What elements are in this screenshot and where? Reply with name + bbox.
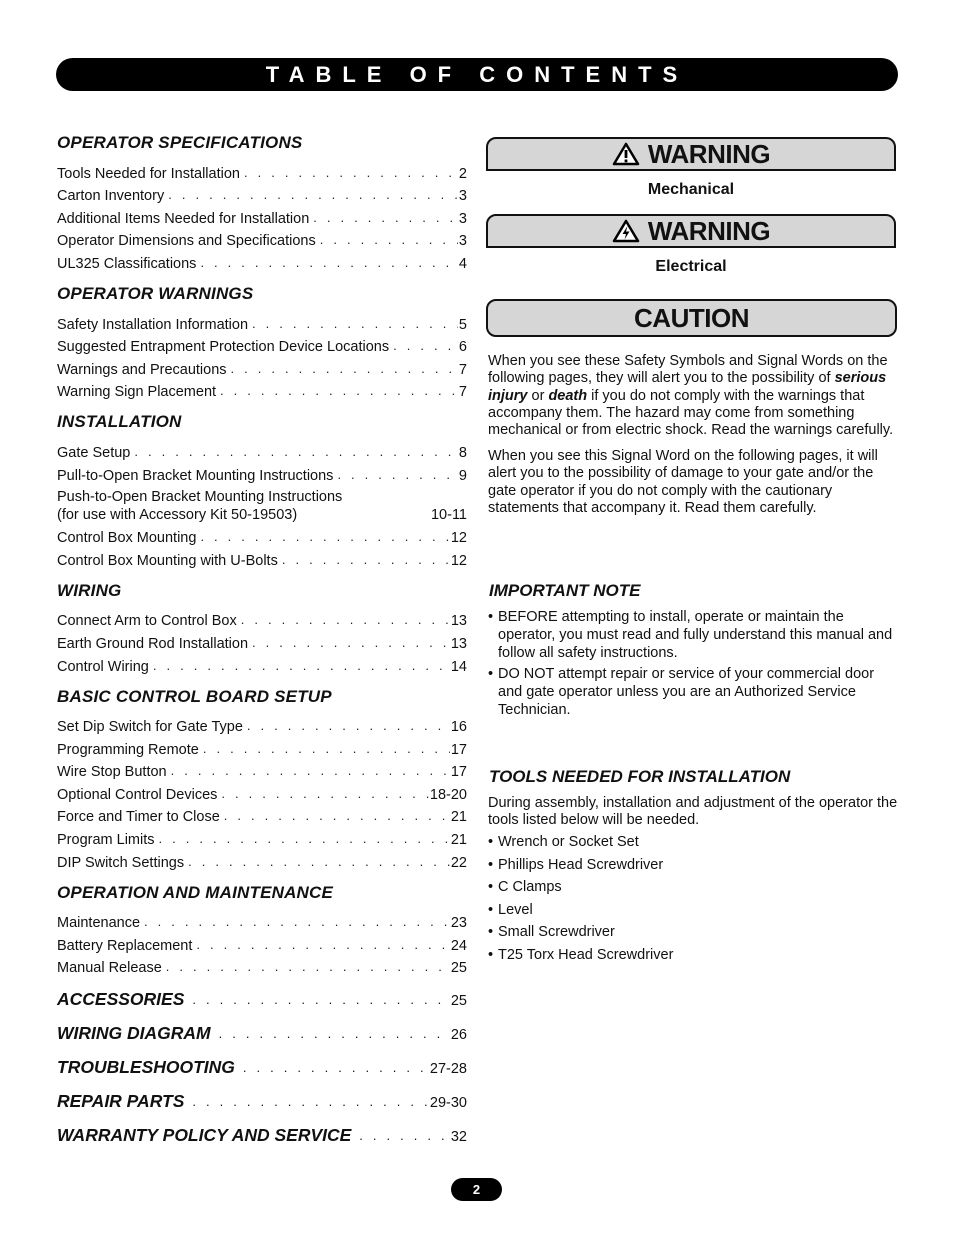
paragraph-text: if you do not comply with the warnings that accompany them. The hazard may come from something mechanical or from electric shock. Read the warnings carefully. xyxy=(488,387,894,439)
leader-dots xyxy=(159,831,450,848)
toc-entry[interactable] xyxy=(57,607,467,630)
bullet-icon: • xyxy=(488,901,494,918)
toc-entry-page: 21 xyxy=(450,809,467,826)
warning-signal-word: WARNING xyxy=(647,138,771,169)
leader-dots xyxy=(282,552,450,569)
page-number xyxy=(451,1178,502,1201)
toc-entry-label: Control Wiring xyxy=(57,658,149,675)
bullet-icon: • xyxy=(488,879,494,895)
leader-dots xyxy=(144,914,450,931)
toc-entry-label: Push-to-Open Bracket Mounting Instructions xyxy=(57,488,343,505)
bullet-icon: • xyxy=(488,924,494,940)
toc-entry-page: 13 xyxy=(450,635,467,652)
toc-entry-page: 2 xyxy=(458,165,467,182)
leader-dots xyxy=(337,467,457,484)
list-item-text: C Clamps xyxy=(498,879,562,895)
toc-entry-label: Pull-to-Open Bracket Mounting Instructions xyxy=(57,467,334,484)
toc-major-entry[interactable] xyxy=(57,1010,467,1044)
toc-section-heading: OPERATOR WARNINGS xyxy=(57,283,254,303)
toc-entry-label: Suggested Entrapment Protection Device Locations xyxy=(57,339,390,356)
list-item-text: Level xyxy=(498,901,533,918)
list-item xyxy=(488,924,673,947)
list-item xyxy=(488,666,898,719)
leader-dots xyxy=(231,361,458,378)
tools-heading: TOOLS NEEDED FOR INSTALLATION xyxy=(489,767,791,786)
mechanical-caption: Mechanical xyxy=(647,181,735,198)
toc-entry[interactable] xyxy=(57,488,467,524)
leader-dots xyxy=(244,165,458,182)
list-item-text: T25 Torx Head Screwdriver xyxy=(498,946,674,963)
toc-entry-label: Optional Control Devices xyxy=(57,786,218,803)
leader-dots xyxy=(241,612,450,629)
leader-dots xyxy=(393,338,458,355)
toc-section-heading: OPERATOR SPECIFICATIONS xyxy=(57,133,303,152)
toc-entry-page: 3 xyxy=(458,210,467,227)
toc-entry-page: 18-20 xyxy=(429,786,467,803)
leader-dots xyxy=(200,255,457,272)
toc-major-entry[interactable] xyxy=(57,976,467,1010)
toc-entry-label-line2: (for use with Accessory Kit 50-19503) xyxy=(57,506,298,523)
toc-entry-label: Battery Replacement xyxy=(57,937,193,954)
toc-entry-page: 25 xyxy=(450,960,467,977)
toc-section-heading: BASIC CONTROL BOARD SETUP xyxy=(57,686,332,706)
leader-dots xyxy=(196,937,449,954)
page-title-bar xyxy=(56,58,898,91)
table-of-contents xyxy=(57,133,467,1146)
important-note-list xyxy=(488,609,898,724)
leader-dots xyxy=(221,786,429,803)
toc-entry[interactable] xyxy=(57,735,467,758)
toc-entry-label: Tools Needed for Installation xyxy=(57,165,240,182)
leader-dots xyxy=(301,522,431,524)
list-item xyxy=(488,947,673,970)
bullet-icon: • xyxy=(488,609,494,625)
toc-entry[interactable] xyxy=(57,227,467,250)
toc-entry[interactable] xyxy=(57,378,467,401)
leader-dots xyxy=(313,210,458,227)
toc-entry[interactable] xyxy=(57,713,467,736)
list-item-text: DO NOT attempt repair or service of your commercial door and gate operator unless you are an Authorized Service Technician. xyxy=(498,666,875,718)
toc-entry[interactable] xyxy=(57,758,467,781)
toc-entry-label: Additional Items Needed for Installation xyxy=(57,210,310,227)
leader-dots xyxy=(252,635,450,652)
caution-paragraph: When you see this Signal Word on the following pages, it will alert you to the possibility of damage to your gate and/or the gate operator if you do not comply with the cautionary statements that accompany it. Read them carefully. xyxy=(488,448,878,516)
toc-entry-page: 7 xyxy=(458,384,467,401)
toc-entry[interactable] xyxy=(57,546,467,569)
warning-mechanical-sign xyxy=(486,137,896,171)
toc-entry-page: 16 xyxy=(450,719,467,736)
list-item-text: Small Screwdriver xyxy=(498,924,615,940)
toc-entry[interactable] xyxy=(57,803,467,826)
paragraph-text: or xyxy=(527,387,549,404)
toc-entry-page: 4 xyxy=(458,255,467,272)
toc-entry-page: 24 xyxy=(450,937,467,954)
toc-entry[interactable] xyxy=(57,954,467,977)
toc-entry[interactable] xyxy=(57,438,467,461)
leader-dots xyxy=(166,959,450,976)
leader-dots xyxy=(359,1128,451,1146)
toc-entry-label: DIP Switch Settings xyxy=(57,854,185,871)
toc-entry-label: UL325 Classifications xyxy=(57,255,197,272)
toc-major-label: REPAIR PARTS xyxy=(57,1091,185,1112)
toc-entry[interactable] xyxy=(57,461,467,484)
toc-entry[interactable] xyxy=(57,848,467,871)
leader-dots xyxy=(192,992,450,1010)
page-number-text: 2 xyxy=(472,1182,481,1197)
list-item xyxy=(488,857,673,880)
toc-section-heading: OPERATION AND MAINTENANCE xyxy=(57,882,334,902)
toc-section-heading: INSTALLATION xyxy=(57,412,182,432)
toc-entry-page: 3 xyxy=(458,233,467,250)
toc-entry-page: 21 xyxy=(450,832,467,849)
bullet-icon: • xyxy=(488,834,494,850)
toc-major-entry[interactable] xyxy=(57,1078,467,1112)
toc-major-page: 32 xyxy=(450,1129,467,1146)
toc-entry-label: Connect Arm to Control Box xyxy=(57,613,237,630)
leader-dots xyxy=(320,232,458,249)
electrical-caption: Electrical xyxy=(655,258,727,275)
safety-symbols-paragraph xyxy=(488,353,898,439)
warning-electrical-sign xyxy=(486,214,896,248)
toc-entry[interactable] xyxy=(57,333,467,356)
tools-list xyxy=(488,834,673,969)
toc-entry-label: Safety Installation Information xyxy=(57,316,249,333)
toc-entry[interactable] xyxy=(57,355,467,378)
leader-dots xyxy=(200,529,449,546)
bullet-icon: • xyxy=(488,946,494,963)
toc-entry-page: 5 xyxy=(458,316,467,333)
toc-entry-page: 3 xyxy=(458,188,467,205)
toc-entry-label: Wire Stop Button xyxy=(57,764,167,781)
caution-sign xyxy=(486,299,897,337)
toc-entry[interactable] xyxy=(57,825,467,848)
leader-dots xyxy=(243,1060,430,1078)
toc-major-label: WARRANTY POLICY AND SERVICE xyxy=(57,1125,352,1146)
leader-dots xyxy=(247,718,450,735)
paragraph-text: When you see these Safety Symbols and Signal Words on the following pages, they will alert you to the possibility of xyxy=(488,353,888,387)
toc-entry-label: Program Limits xyxy=(57,832,155,849)
toc-entry-label: Gate Setup xyxy=(57,444,131,461)
toc-entry[interactable] xyxy=(57,629,467,652)
leader-dots xyxy=(192,1094,430,1112)
toc-entry-label: Force and Timer to Close xyxy=(57,809,220,826)
toc-major-page: 26 xyxy=(450,1027,467,1044)
caution-signal-word: CAUTION xyxy=(634,302,749,333)
toc-entry-page: 12 xyxy=(450,530,467,547)
leader-dots xyxy=(171,763,450,780)
toc-entry-label: Programming Remote xyxy=(57,741,199,758)
leader-dots xyxy=(219,1026,451,1044)
toc-entry[interactable] xyxy=(57,524,467,547)
toc-entry-page: 8 xyxy=(458,444,467,461)
toc-entry-label: Set Dip Switch for Gate Type xyxy=(57,719,243,736)
toc-entry-label: Manual Release xyxy=(57,960,162,977)
toc-entry-page: 7 xyxy=(458,361,467,378)
toc-entry-label: Earth Ground Rod Installation xyxy=(57,635,249,652)
toc-entry-label: Operator Dimensions and Specifications xyxy=(57,233,316,250)
toc-section-heading: WIRING xyxy=(57,580,122,600)
toc-entry-page: 22 xyxy=(450,854,467,871)
page-title: TABLE OF CONTENTS xyxy=(265,61,689,87)
toc-entry[interactable] xyxy=(57,780,467,803)
tools-intro: During assembly, installation and adjustment of the operator the tools listed below will be needed. xyxy=(488,795,898,829)
toc-entry-label: Warning Sign Placement xyxy=(57,384,217,401)
list-item xyxy=(488,879,673,902)
toc-major-page: 29-30 xyxy=(429,1095,467,1112)
toc-major-entry[interactable] xyxy=(57,1112,467,1146)
toc-major-entry[interactable] xyxy=(57,1044,467,1078)
leader-dots xyxy=(220,383,458,400)
bullet-icon: • xyxy=(488,856,494,873)
toc-entry-page: 23 xyxy=(450,915,467,932)
list-item-text: BEFORE attempting to install, operate or maintain the operator, you must read and fully understand this manual and follow all safety instructions. xyxy=(498,609,893,661)
toc-entry-page: 17 xyxy=(450,741,467,758)
toc-entry-page: 6 xyxy=(458,339,467,356)
list-item xyxy=(488,902,673,925)
warning-signal-word: WARNING xyxy=(647,215,771,246)
toc-entry[interactable] xyxy=(57,204,467,227)
toc-entry[interactable] xyxy=(57,652,467,675)
toc-entry-page: 14 xyxy=(450,658,467,675)
emphasis-text: serious injury xyxy=(488,370,887,404)
toc-major-label: TROUBLESHOOTING xyxy=(57,1057,235,1078)
emphasis-text: death xyxy=(548,387,588,404)
toc-entry-page: 10-11 xyxy=(430,506,467,523)
toc-entry-page: 12 xyxy=(450,552,467,569)
toc-entry[interactable] xyxy=(57,249,467,272)
toc-entry-label: Control Box Mounting with U-Bolts xyxy=(57,552,278,569)
toc-major-page: 25 xyxy=(450,993,467,1010)
toc-major-page: 27-28 xyxy=(429,1061,467,1078)
toc-entry-label: Carton Inventory xyxy=(57,188,165,205)
toc-entry-label: Maintenance xyxy=(57,915,141,932)
list-item xyxy=(488,609,898,662)
toc-entry-label: Warnings and Precautions xyxy=(57,361,227,378)
leader-dots xyxy=(153,658,450,675)
toc-entry-page: 17 xyxy=(450,764,467,781)
list-item-text: Wrench or Socket Set xyxy=(498,834,639,850)
toc-entry[interactable] xyxy=(57,182,467,205)
toc-entry-label: Control Box Mounting xyxy=(57,530,197,547)
list-item-text: Phillips Head Screwdriver xyxy=(498,856,664,873)
toc-major-label: WIRING DIAGRAM xyxy=(57,1023,211,1044)
leader-dots xyxy=(168,187,458,204)
important-note-heading: IMPORTANT NOTE xyxy=(489,581,641,600)
toc-major-label: ACCESSORIES xyxy=(57,989,185,1010)
electrical-hazard-icon xyxy=(612,219,640,243)
leader-dots xyxy=(134,444,458,461)
list-item xyxy=(488,834,673,857)
toc-entry-page: 13 xyxy=(450,613,467,630)
leader-dots xyxy=(224,808,450,825)
toc-entry-page: 9 xyxy=(458,467,467,484)
bullet-icon: • xyxy=(488,666,494,683)
warning-triangle-icon xyxy=(612,142,640,166)
leader-dots xyxy=(203,741,450,758)
toc-entry[interactable] xyxy=(57,310,467,333)
leader-dots xyxy=(252,316,458,333)
toc-entry[interactable] xyxy=(57,909,467,932)
toc-entry[interactable] xyxy=(57,159,467,182)
toc-entry[interactable] xyxy=(57,931,467,954)
leader-dots xyxy=(188,854,450,871)
